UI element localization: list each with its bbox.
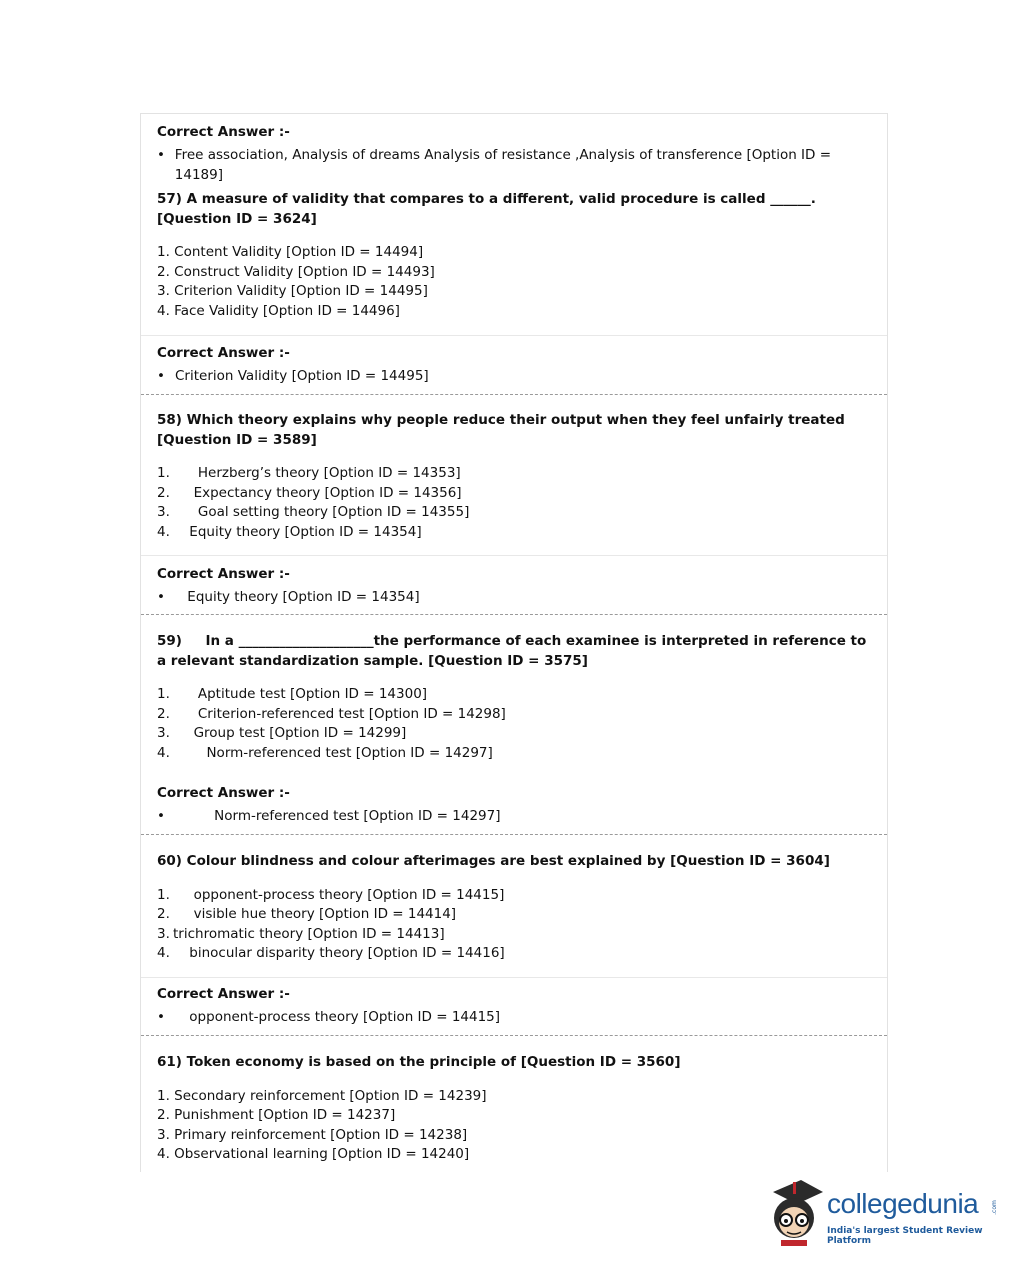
question-separator: [141, 1035, 887, 1036]
options-list: [157, 1087, 875, 1165]
correct-answer-label: Correct Answer :-: [157, 566, 290, 582]
option-item: 4. binocular disparity theory [Option ID = 14416]: [157, 945, 505, 961]
option-item: 1. Aptitude test [Option ID = 14300]: [157, 686, 428, 702]
option-item: 1. Herzberg’s theory [Option ID = 14353]: [157, 465, 461, 481]
correct-answer-text: Norm-referenced test [Option ID = 14297]: [197, 808, 501, 824]
q57-answer-section: [157, 343, 875, 386]
question-text: 61) Token economy is based on the principle of [Question ID = 3560]: [157, 1054, 681, 1070]
question-text: 59) In a ____________________the performance of each examinee is interpreted in reference to a relevant standardization sample. [Question ID = 3575]: [157, 633, 871, 669]
option-item: 2. Expectancy theory [Option ID = 14356]: [157, 484, 462, 501]
correct-answer-item: [157, 806, 875, 826]
correct-answer-text: opponent-process theory [Option ID = 14415]: [185, 1009, 501, 1025]
q60-answer-section: [157, 984, 875, 1027]
mascot-icon: [767, 1178, 825, 1248]
divider: [141, 335, 887, 336]
options-list: [157, 243, 875, 321]
bullet-icon: •: [157, 1009, 165, 1025]
correct-answer-text: Free association, Analysis of dreams Analysis of resistance ,Analysis of transference [Option ID = 14189]: [174, 147, 832, 183]
correct-answer-label: Correct Answer :-: [157, 785, 290, 801]
correct-answer-item: [157, 366, 875, 386]
correct-answer-label: Correct Answer :-: [157, 986, 290, 1002]
divider: [141, 555, 887, 556]
option-item: 2. visible hue theory [Option ID = 14414]: [157, 906, 457, 922]
bullet-icon: •: [157, 589, 165, 605]
question-separator: [141, 394, 887, 395]
option-item: 3. trichromatic theory [Option ID = 14413]: [157, 925, 445, 942]
q60-section: [157, 852, 875, 964]
q59-answer-section: [157, 783, 875, 826]
brand-domain: .com: [990, 1200, 998, 1215]
brand-name: collegedunia: [827, 1188, 979, 1219]
question-text: 58) Which theory explains why people reduce their output when they feel unfairly treated [Question ID = 3589]: [157, 412, 845, 448]
collegedunia-logo: [767, 1178, 997, 1248]
option-item: 3. Primary reinforcement [Option ID = 14238]: [157, 1126, 468, 1143]
question-text: 57) A measure of validity that compares to a different, valid procedure is called ______. [Question ID = 3624]: [157, 191, 816, 227]
option-item: 4. Norm-referenced test [Option ID = 14297]: [157, 744, 493, 761]
question-paper-sheet: [140, 113, 888, 1172]
brand-tagline: India's largest Student Review Platform: [827, 1226, 983, 1246]
correct-answer-item: [157, 587, 875, 607]
correct-answer-label: Correct Answer :-: [157, 124, 290, 140]
q56-answer-section: [157, 122, 875, 185]
option-item: 4. Equity theory [Option ID = 14354]: [157, 523, 422, 540]
option-item: 1. Content Validity [Option ID = 14494]: [157, 244, 424, 260]
question-separator: [141, 834, 887, 835]
divider: [141, 977, 887, 978]
bullet-icon: •: [157, 147, 165, 163]
options-list: [157, 886, 875, 964]
q58-section: [157, 411, 875, 542]
correct-answer-text: Criterion Validity [Option ID = 14495]: [175, 368, 429, 384]
bullet-icon: •: [157, 368, 165, 384]
correct-answer-text: Equity theory [Option ID = 14354]: [183, 589, 420, 605]
option-item: 3. Goal setting theory [Option ID = 14355]: [157, 504, 470, 520]
q57-section: [157, 190, 875, 321]
q59-section: [157, 632, 875, 763]
correct-answer-item: [157, 145, 875, 185]
option-item: 1. Secondary reinforcement [Option ID = 14239]: [157, 1087, 487, 1104]
q58-answer-section: [157, 564, 875, 607]
option-item: 2. Construct Validity [Option ID = 14493]: [157, 263, 435, 280]
option-item: 4. Observational learning [Option ID = 14240]: [157, 1146, 470, 1162]
correct-answer-item: [157, 1007, 875, 1027]
options-list: [157, 685, 875, 763]
option-item: 4. Face Validity [Option ID = 14496]: [157, 302, 400, 319]
bullet-icon: •: [157, 808, 165, 824]
question-text: 60) Colour blindness and colour afterimages are best explained by [Question ID = 3604]: [157, 853, 830, 869]
option-item: 2. Punishment [Option ID = 14237]: [157, 1107, 396, 1123]
option-item: 3. Group test [Option ID = 14299]: [157, 725, 407, 741]
question-separator: [141, 614, 887, 615]
q61-section: [157, 1053, 875, 1165]
correct-answer-label: Correct Answer :-: [157, 345, 290, 361]
option-item: 1. opponent-process theory [Option ID = 14415]: [157, 886, 505, 903]
option-item: 2. Criterion-referenced test [Option ID = 14298]: [157, 705, 506, 722]
options-list: [157, 464, 875, 542]
option-item: 3. Criterion Validity [Option ID = 14495]: [157, 283, 428, 299]
